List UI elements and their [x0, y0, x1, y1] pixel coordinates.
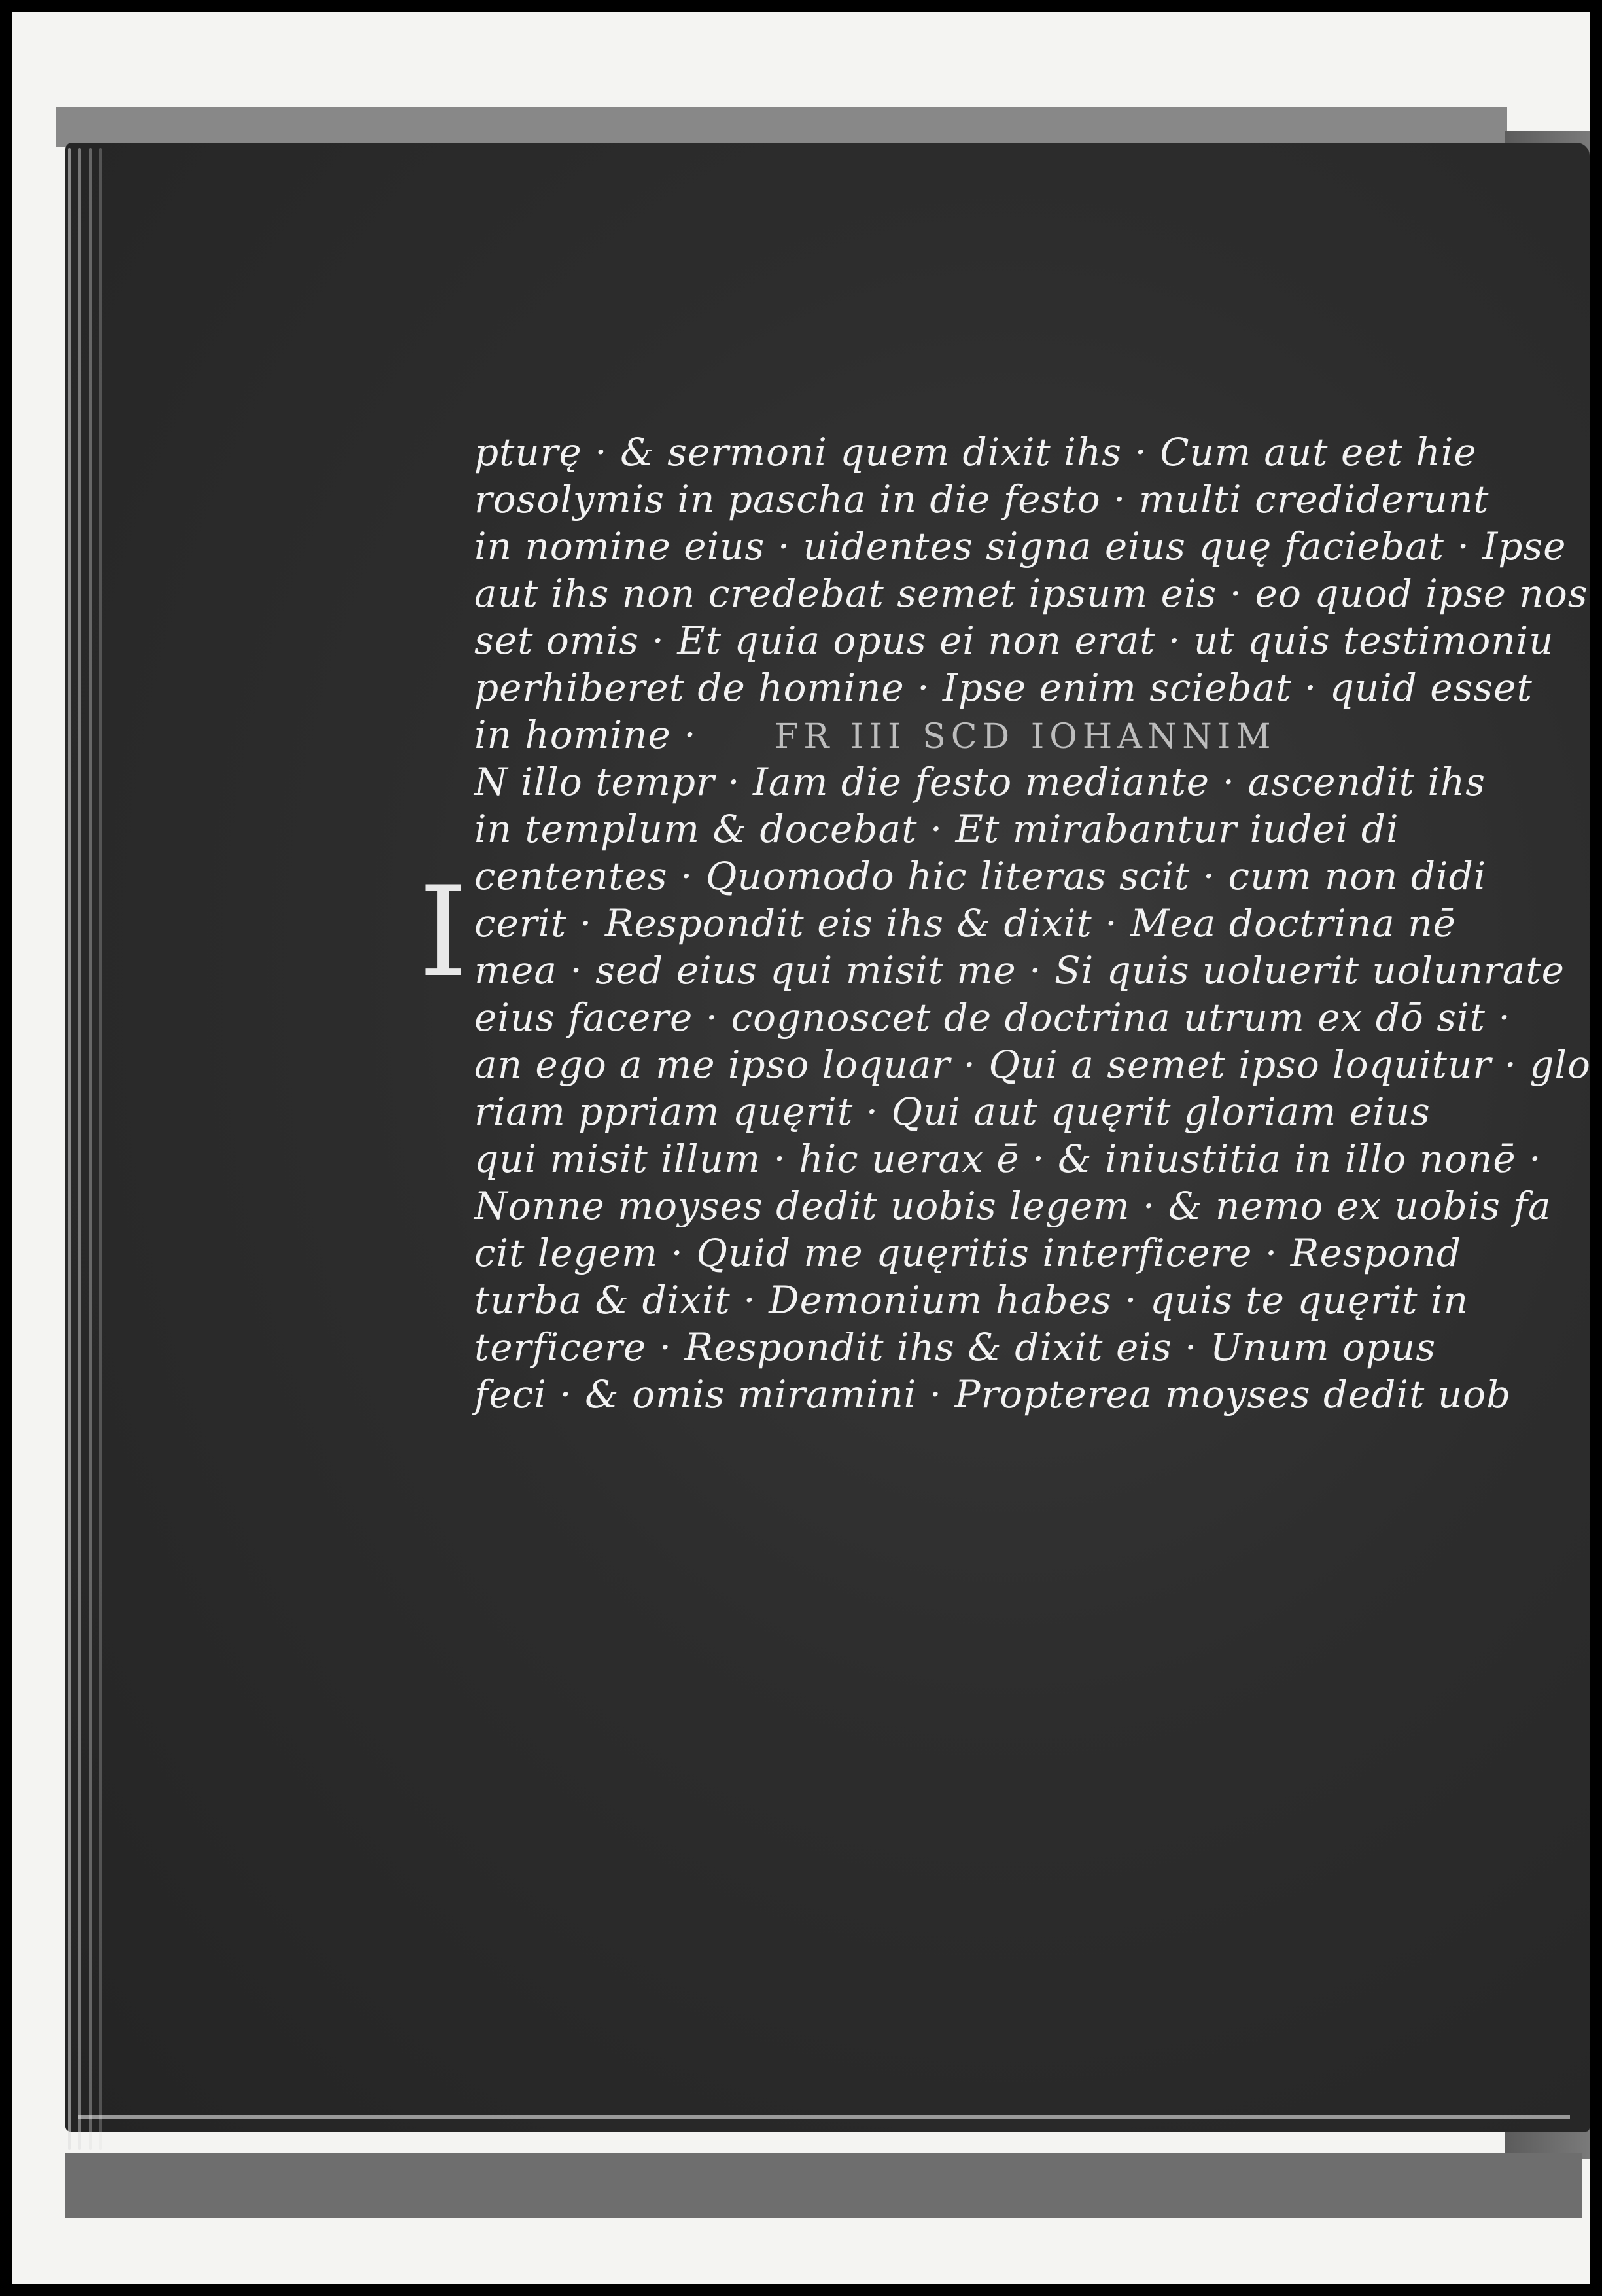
- text-line: riam ppriam quęrit · Qui aut quęrit gloriam eius: [474, 1089, 1431, 1134]
- text-line: in nomine eius · uidentes signa eius quę faciebat · Ipse: [474, 524, 1567, 569]
- page-stack-edges: [63, 148, 122, 2150]
- text-line: turba & dixit · Demonium habes · quis te quęrit in: [474, 1278, 1469, 1322]
- text-line: pturę · & sermoni quem dixit ihs · Cum aut eet hie: [474, 430, 1477, 474]
- text-line: eius facere · cognoscet de doctrina utrum ex dō sit ·: [474, 995, 1511, 1040]
- photo-background-top: [56, 107, 1507, 147]
- text-line: in homine ·: [474, 713, 697, 757]
- text-line: perhiberet de homine · Ipse enim sciebat · quid esset: [474, 665, 1533, 710]
- text-line: mea · sed eius qui misit me · Si quis uoluerit uolunrate: [474, 948, 1565, 993]
- page-bottom-edge: [78, 2115, 1570, 2119]
- decorated-initial: I: [419, 860, 468, 1004]
- manuscript-text: [474, 429, 1591, 1418]
- rubric-heading: FR III SCD IOHANNIM: [775, 717, 1276, 756]
- text-line: terficere · Respondit ihs & dixit eis · Unum opus: [474, 1325, 1437, 1369]
- text-line: in templum & docebat · Et mirabantur iudei di: [474, 807, 1399, 851]
- text-line: set omis · Et quia opus ei non erat · ut quis testimoniu: [474, 618, 1554, 663]
- text-line: rosolymis in pascha in die festo · multi crediderunt: [474, 477, 1489, 521]
- text-line: an ego a me ipso loquar · Qui a semet ipso loquitur · glo: [474, 1042, 1591, 1087]
- text-line: cententes · Quomodo hic literas scit · cum non didi: [474, 854, 1487, 898]
- text-line: cerit · Respondit eis ihs & dixit · Mea doctrina nē: [474, 901, 1456, 945]
- text-line: cit legem · Quid me quęritis interficere · Respond: [474, 1231, 1462, 1275]
- photo-background-bottom: [65, 2153, 1582, 2218]
- text-line: feci · & omis miramini · Propterea moyses dedit uob: [474, 1372, 1512, 1417]
- text-line-with-rubric: [474, 711, 1547, 758]
- text-line: Nonne moyses dedit uobis legem · & nemo ex uobis fa: [474, 1184, 1552, 1228]
- text-line: N illo tempr · Iam die festo mediante · ascendit ihs: [474, 760, 1486, 804]
- text-line: aut ihs non credebat semet ipsum eis · eo quod ipse nos: [474, 571, 1588, 616]
- text-line: qui misit illum · hic uerax ē · & iniustitia in illo nonē ·: [474, 1137, 1542, 1181]
